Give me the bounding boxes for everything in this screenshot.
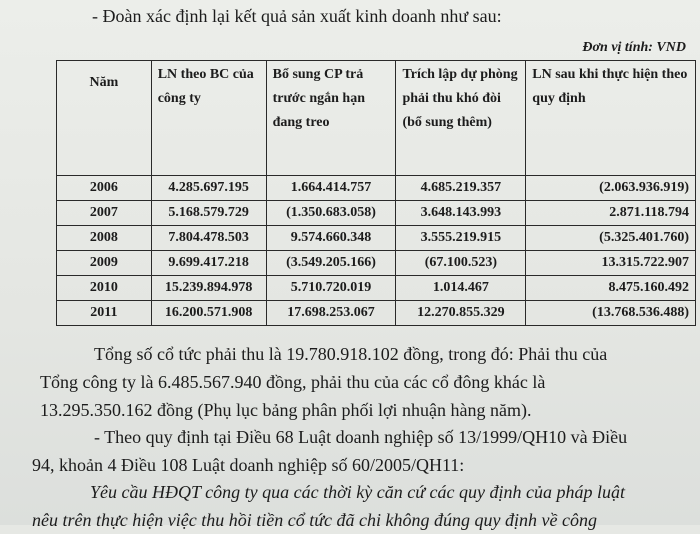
paragraph-line: - Theo quy định tại Điều 68 Luật doanh nghiệp số 13/1999/QH10 và Điều (94, 427, 628, 447)
request-paragraph (0, 478, 700, 534)
cell-trich-lap: (67.100.523) (396, 251, 526, 276)
results-table (56, 60, 696, 326)
cell-ln-sau: 13.315.722.907 (526, 251, 696, 276)
cell-ln-bc: 15.239.894.978 (151, 276, 266, 301)
cell-ln-sau: 8.475.160.492 (526, 276, 696, 301)
table-row (57, 201, 696, 226)
cell-ln-bc: 5.168.579.729 (151, 201, 266, 226)
cell-bo-sung: (1.350.683.058) (266, 201, 396, 226)
table-header-row (57, 61, 696, 176)
cell-bo-sung: 17.698.253.067 (266, 301, 396, 326)
paragraph-line: nêu trên thực hiện việc thu hồi tiền cổ tức đã chi không đúng quy định về công (32, 510, 597, 530)
cell-trich-lap: 1.014.467 (396, 276, 526, 301)
cell-ln-bc: 4.285.697.195 (151, 176, 266, 201)
cell-ln-sau: 2.871.118.794 (526, 201, 696, 226)
cell-ln-sau: (13.768.536.488) (526, 301, 696, 326)
cell-trich-lap: 3.555.219.915 (396, 226, 526, 251)
header-trich-lap: Trích lập dự phòng phải thu khó đòi (bổ sung thêm) (396, 61, 526, 176)
cell-year: 2009 (57, 251, 152, 276)
cell-bo-sung: 1.664.414.757 (266, 176, 396, 201)
cell-bo-sung: 9.574.660.348 (266, 226, 396, 251)
table-row (57, 251, 696, 276)
cell-ln-sau: (5.325.401.760) (526, 226, 696, 251)
table-row (57, 301, 696, 326)
header-ln-sau: LN sau khi thực hiện theo quy định (526, 61, 696, 176)
cell-ln-bc: 7.804.478.503 (151, 226, 266, 251)
law-paragraph (0, 423, 700, 479)
cell-trich-lap: 4.685.219.357 (396, 176, 526, 201)
cell-bo-sung: (3.549.205.166) (266, 251, 396, 276)
cell-bo-sung: 5.710.720.019 (266, 276, 396, 301)
paragraph-line: 13.295.350.162 đồng (Phụ lục bảng phân phối lợi nhuận hàng năm). (40, 400, 532, 420)
cell-ln-sau: (2.063.936.919) (526, 176, 696, 201)
table-row (57, 226, 696, 251)
cell-year: 2008 (57, 226, 152, 251)
table-row (57, 276, 696, 301)
table-row (57, 176, 696, 201)
header-ln-bc: LN theo BC của công ty (151, 61, 266, 176)
paragraph-line: 94, khoản 4 Điều 108 Luật doanh nghiệp số 60/2005/QH11: (32, 455, 465, 475)
unit-label: Đơn vị tính: VND (582, 40, 686, 55)
cell-ln-bc: 16.200.571.908 (151, 301, 266, 326)
cell-year: 2007 (57, 201, 152, 226)
cell-year: 2006 (57, 176, 152, 201)
paragraph-line: Yêu cầu HĐQT công ty qua các thời kỳ căn cứ các quy định của pháp luật (90, 482, 625, 502)
header-bo-sung: Bổ sung CP trả trước ngắn hạn đang treo (266, 61, 396, 176)
cell-trich-lap: 12.270.855.329 (396, 301, 526, 326)
cell-year: 2011 (57, 301, 152, 326)
cell-trich-lap: 3.648.143.993 (396, 201, 526, 226)
cell-ln-bc: 9.699.417.218 (151, 251, 266, 276)
paragraph-line: Tổng công ty là 6.485.567.940 đồng, phải thu của các cổ đông khác là (40, 372, 546, 392)
cell-year: 2010 (57, 276, 152, 301)
header-year: Năm (57, 61, 152, 176)
intro-line: - Đoàn xác định lại kết quả sản xuất kinh doanh như sau: (92, 6, 502, 26)
dividend-paragraph (0, 340, 700, 424)
paragraph-line: Tổng số cổ tức phải thu là 19.780.918.102 đồng, trong đó: Phải thu của (94, 344, 608, 364)
